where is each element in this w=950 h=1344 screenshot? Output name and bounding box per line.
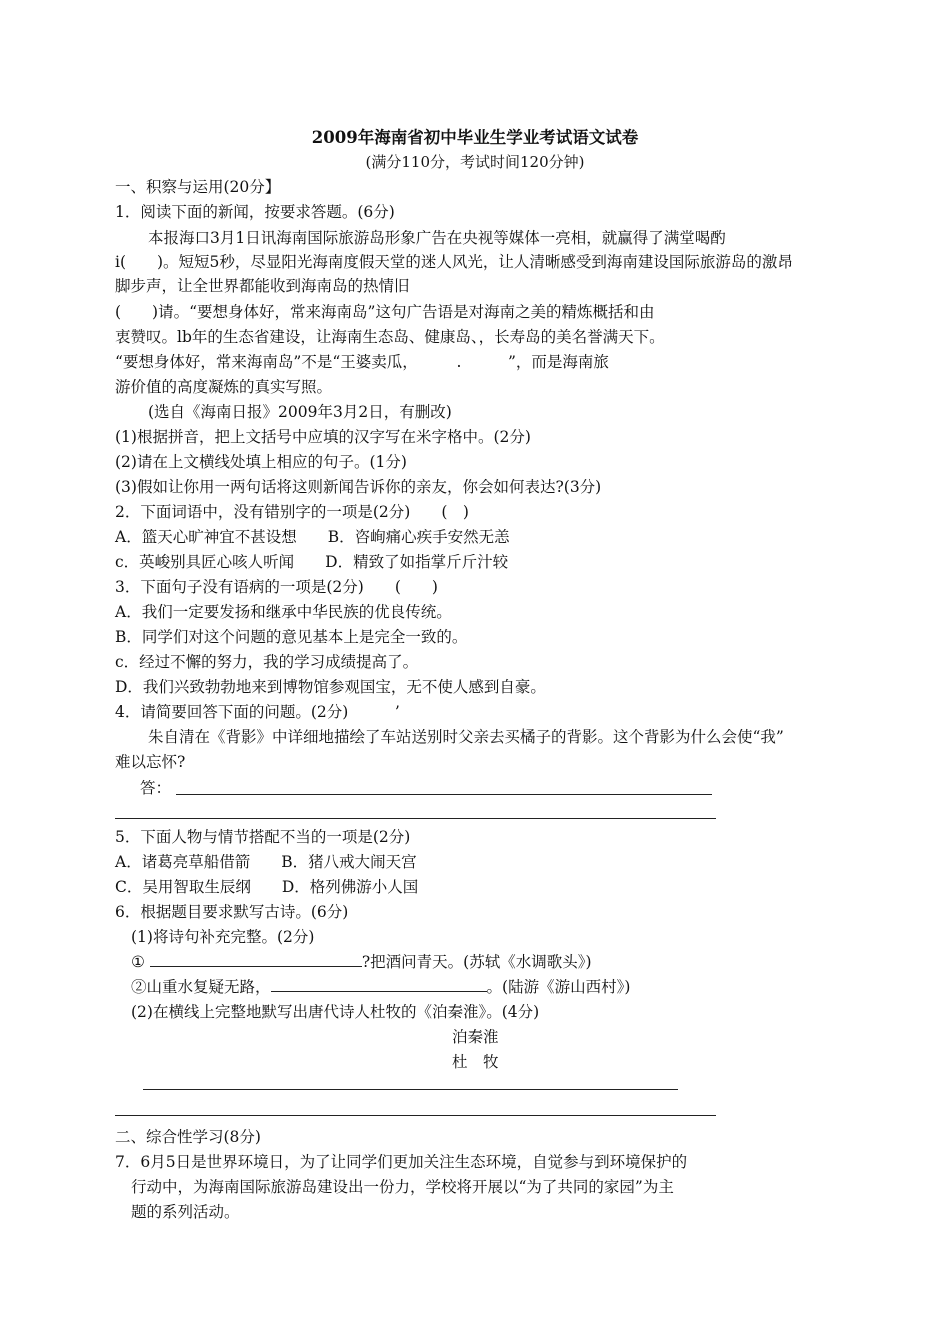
question-4-text: 难以忘怀?	[115, 753, 186, 771]
sub-question: (2)在横线上完整地默写出唐代诗人杜牧的《泊秦淮》。(4分)	[131, 1003, 540, 1021]
news-paragraph-line: 脚步声，让全世界都能收到海南岛的热情旧	[115, 277, 410, 295]
section-heading-1: 一、积察与运用(20分】	[115, 178, 281, 196]
sub-question: (3)假如让你用一两句话将这则新闻告诉你的亲友，你会如何表达?(3分)	[115, 478, 602, 496]
option-line: C．吴用智取生辰纲 D．格列佛游小人国	[115, 878, 419, 896]
sub-question: (2)请在上文横线处填上相应的句子。(1分)	[115, 453, 407, 471]
news-source: (选自《海南日报》2009年3月2日，有删改)	[148, 403, 452, 421]
option-line: D．我们兴致勃勃地来到博物馆参观国宝，无不使人感到自豪。	[115, 678, 546, 696]
option-line: B．同学们对这个问题的意见基本上是完全一致的。	[115, 628, 468, 646]
news-paragraph-line: i( )。短短5秒，尽显阳光海南度假天堂的迷人风光，让人清晰感受到海南建设国际旅游岛的激昂	[115, 253, 793, 271]
question-5: 5．下面人物与情节搭配不当的一项是(2分)	[115, 828, 411, 846]
question-3: 3．下面句子没有语病的一项是(2分) ( )	[115, 578, 438, 596]
news-paragraph-line: 衷赞叹。lb年的生态省建设，让海南生态岛、健康岛、，长寿岛的美名誉满天下。	[115, 328, 665, 346]
poem-text: ?把酒问青天。(苏轼《水调歌头》)	[361, 953, 592, 971]
question-4: 4．请简要回答下面的问题。(2分) ’	[115, 703, 400, 721]
fill-blank[interactable]	[150, 952, 362, 967]
poem-line-1	[131, 952, 592, 972]
option-line: A．篮天心旷神宜不甚设想 B．咨峋痛心疾手安然无恙	[115, 528, 510, 546]
exam-subtitle: (满分110分，考试时间120分钟)	[365, 153, 585, 171]
answer-line[interactable]	[143, 1089, 678, 1090]
question-6: 6．根据题目要求默写古诗。(6分)	[115, 903, 349, 921]
sub-question: (1)将诗句补充完整。(2分)	[131, 928, 315, 946]
answer-label: 答：	[140, 779, 172, 797]
poem-author: 杜 牧	[452, 1053, 499, 1071]
news-paragraph-line: “要想身体好，常来海南岛”不是“王婆卖瓜， . ”，而是海南旅	[115, 353, 609, 371]
option-line: A．我们一定要发扬和继承中华民族的优良传统。	[115, 603, 452, 621]
poem-title: 泊秦淮	[452, 1028, 499, 1046]
poem-text: 。(陆游《游山西村》)	[486, 978, 631, 996]
news-paragraph-line: 本报海口3月1日讯海南国际旅游岛形象广告在央视等媒体一亮相，就赢得了满堂喝酌	[148, 229, 726, 247]
option-line: A．诸葛亮草船借箭 B．猪八戒大闹天宫	[115, 853, 417, 871]
question-7-text: 行动中，为海南国际旅游岛建设出一份力，学校将开展以“为了共同的家园”为主	[131, 1178, 674, 1196]
option-line: c．经过不懈的努力，我的学习成绩提高了。	[115, 653, 419, 671]
answer-line[interactable]	[176, 794, 712, 795]
question-1: 1．阅读下面的新闻，按要求答题。(6分)	[115, 203, 395, 221]
question-7: 7．6月5日是世界环境日，为了让同学们更加关注生态环境，自觉参与到环境保护的	[115, 1153, 688, 1171]
sub-question: (1)根据拼音，把上文括号中应填的汉字写在米字格中。(2分)	[115, 428, 531, 446]
news-paragraph-line: ( )请。“要想身体好，常来海南岛”这句广告语是对海南之美的精炼概括和由	[115, 303, 655, 321]
answer-line[interactable]	[115, 1115, 716, 1116]
exam-title: 2009年海南省初中毕业生学业考试语文试卷	[311, 128, 639, 147]
question-2: 2．下面词语中，没有错别字的一项是(2分) ( )	[115, 503, 469, 521]
option-line: c．英峻别具匠心咳人听闻 D．精致了如指掌斤斤汁较	[115, 553, 509, 571]
poem-text: ②山重水复疑无路，	[131, 978, 271, 996]
item-marker: ①	[131, 953, 145, 971]
question-7-text: 题的系列活动。	[131, 1203, 240, 1221]
fill-blank[interactable]	[271, 977, 487, 992]
answer-line[interactable]	[115, 818, 716, 819]
poem-line-2	[131, 977, 630, 997]
news-paragraph-line: 游价值的高度凝炼的真实写照。	[115, 378, 333, 396]
section-heading-2: 二、综合性学习(8分)	[115, 1128, 261, 1146]
question-4-text: 朱自清在《背影》中详细地描绘了车站送别时父亲去买橘子的背影。这个背影为什么会使“我”	[148, 728, 784, 746]
